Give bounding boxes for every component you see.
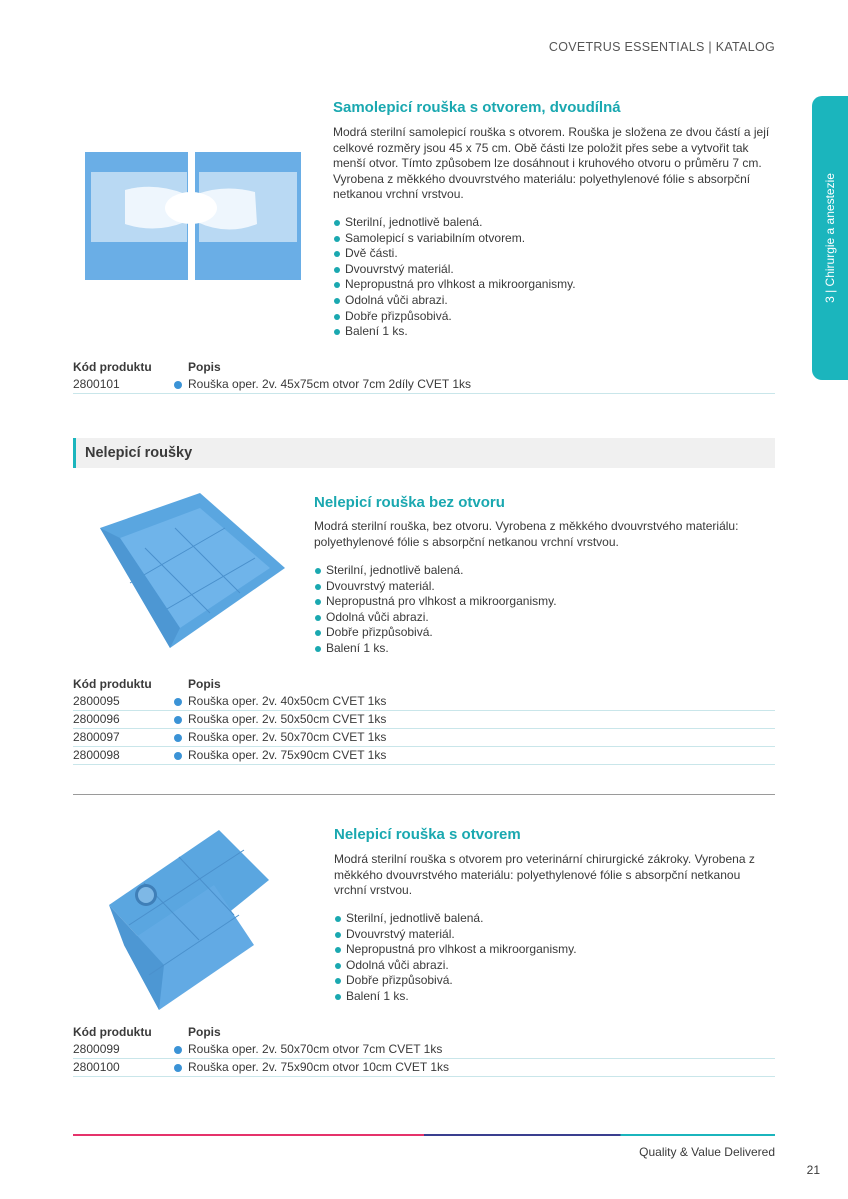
product-desc: Rouška oper. 2v. 50x50cm CVET 1ks — [173, 711, 775, 728]
feature-item: Dvě části. — [333, 246, 576, 262]
section-heading: Nelepicí roušky — [85, 445, 193, 461]
product-image-drape-plain — [90, 488, 290, 653]
product-desc: Rouška oper. 2v. 50x70cm otvor 7cm CVET 1ks — [173, 1041, 775, 1058]
product-code: 2800097 — [73, 730, 120, 744]
header-code: Kód produktu — [73, 360, 152, 374]
table-row — [73, 729, 775, 747]
table-header — [73, 1024, 775, 1041]
header-code: Kód produktu — [73, 1025, 152, 1039]
section-divider — [73, 794, 775, 795]
catalog-header: COVETRUS ESSENTIALS | KATALOG — [548, 40, 775, 54]
product-code: 2800099 — [73, 1042, 120, 1056]
header-desc: Popis — [188, 677, 221, 691]
product-description: Modrá sterilní rouška s otvorem pro veterinární chirurgické zákroky. Vyrobena z měkkého dvouvrstvého materiálu: polyethylenové fólie s absorpční netkanou vrchní vrstvou. — [334, 852, 755, 898]
product-desc: Rouška oper. 2v. 75x90cm CVET 1ks — [173, 747, 775, 764]
feature-item: Balení 1 ks. — [333, 324, 576, 340]
feature-item: Nepropustná pro vlhkost a mikroorganismy. — [314, 594, 557, 610]
product-features — [333, 215, 576, 340]
feature-item: Odolná vůči abrazi. — [314, 610, 557, 626]
table-row — [73, 711, 775, 729]
product-desc: Rouška oper. 2v. 40x50cm CVET 1ks — [173, 693, 775, 710]
chapter-side-tab[interactable] — [812, 96, 848, 380]
header-code: Kód produktu — [73, 677, 152, 691]
feature-item: Dobře přizpůsobivá. — [314, 625, 557, 641]
feature-item: Odolná vůči abrazi. — [334, 958, 577, 974]
section-heading-bar — [73, 438, 775, 468]
footer-tagline: Quality & Value Delivered — [639, 1145, 775, 1159]
product-code-table — [73, 1024, 775, 1077]
product-desc: Rouška oper. 2v. 45x75cm otvor 7cm 2díly CVET 1ks — [173, 376, 775, 393]
feature-item: Dobře přizpůsobivá. — [333, 309, 576, 325]
product-desc: Rouška oper. 2v. 75x90cm otvor 10cm CVET 1ks — [173, 1059, 775, 1076]
product-features — [334, 911, 577, 1005]
feature-item: Dvouvrstvý materiál. — [334, 927, 577, 943]
table-header — [73, 359, 775, 376]
table-row — [73, 693, 775, 711]
feature-item: Sterilní, jednotlivě balená. — [333, 215, 576, 231]
feature-item: Dvouvrstvý materiál. — [333, 262, 576, 278]
product-image-drape-fenestrated — [104, 825, 274, 1015]
feature-item: Sterilní, jednotlivě balená. — [314, 563, 557, 579]
feature-item: Samolepicí s variabilním otvorem. — [333, 231, 576, 247]
table-header — [73, 676, 775, 693]
product-features — [314, 563, 557, 657]
product-code-table — [73, 676, 775, 765]
feature-item: Dobře přizpůsobivá. — [334, 973, 577, 989]
product-image-drape-two-part — [85, 152, 301, 280]
product-code-table — [73, 359, 775, 394]
footer-color-line — [73, 1134, 775, 1136]
table-row — [73, 747, 775, 765]
table-row — [73, 376, 775, 394]
product-code: 2800098 — [73, 748, 120, 762]
product-code: 2800101 — [73, 377, 120, 391]
feature-item: Nepropustná pro vlhkost a mikroorganismy. — [334, 942, 577, 958]
product-description: Modrá sterilní rouška, bez otvoru. Vyrobena z měkkého dvouvrstvého materiálu: polyethylenové fólie s absorpční netkanou vrchní vrstvou. — [314, 519, 739, 549]
table-row — [73, 1059, 775, 1077]
header-desc: Popis — [188, 1025, 221, 1039]
feature-item: Odolná vůči abrazi. — [333, 293, 576, 309]
product-desc: Rouška oper. 2v. 50x70cm CVET 1ks — [173, 729, 775, 746]
product-title: Nelepicí rouška s otvorem — [334, 826, 521, 843]
product-code: 2800096 — [73, 712, 120, 726]
product-code: 2800095 — [73, 694, 120, 708]
chapter-side-tab-label: 3 | Chirurgie a anestezie — [823, 173, 837, 303]
product-code: 2800100 — [73, 1060, 120, 1074]
page-number: 21 — [806, 1163, 820, 1177]
feature-item: Balení 1 ks. — [314, 641, 557, 657]
product-title: Nelepicí rouška bez otvoru — [314, 494, 505, 511]
product-title: Samolepicí rouška s otvorem, dvoudílná — [333, 99, 621, 116]
feature-item: Dvouvrstvý materiál. — [314, 579, 557, 595]
product-description: Modrá sterilní samolepicí rouška s otvorem. Rouška je složena ze dvou částí a její celkové rozměry jsou 45 x 75 cm. Obě části lze položit přes sebe a vytvořit tak menší otvor. Tímto způsobem lze dosáhnout i kruhového otvoru o průměru 7 cm. Vyrobena z měkkého dvouvrstvého materiálu: polyethylenové fólie s absorpční netkanou vrchní vrstvou. — [333, 125, 770, 202]
feature-item: Balení 1 ks. — [334, 989, 577, 1005]
feature-item: Sterilní, jednotlivě balená. — [334, 911, 577, 927]
table-row — [73, 1041, 775, 1059]
header-desc: Popis — [188, 360, 221, 374]
feature-item: Nepropustná pro vlhkost a mikroorganismy. — [333, 277, 576, 293]
